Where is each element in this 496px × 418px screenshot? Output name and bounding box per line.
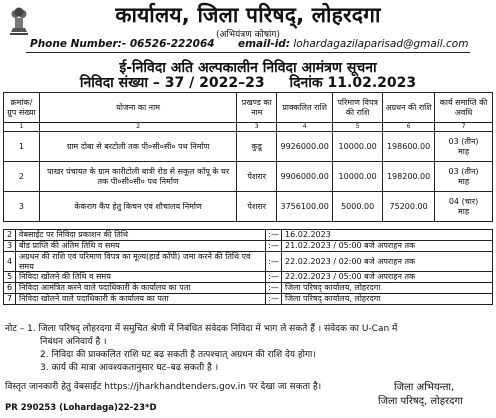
bq-amount: 10000.00 [333,132,383,162]
header-divider [26,52,470,53]
period-unit: माह [457,146,470,156]
col-number: 2 [39,123,236,132]
period-value: 03 (तीन) [448,136,479,146]
email-label: email-id: [238,38,291,50]
col-header: कार्य समाप्ति की अवधि [435,93,493,123]
work-name: केकराग कैंप हेतु किचन एवं शौचालय निर्माण [39,192,236,222]
schedule-row [4,241,493,252]
schedule-sn: 4 [4,252,16,272]
completion-period [435,192,493,222]
col-header: योजना का नाम [39,93,236,123]
work-name: पाखर पंचायत के ग्राम कारीटोली बात्री रोड से सकूल कॉपू के घर तक पी०सी०सी० पथ निर्माण [39,162,236,192]
schedule-sn: 3 [4,241,16,252]
schedule-value: 16.02.2023 [282,230,493,241]
email-block [238,38,468,50]
col-number: 7 [435,123,493,132]
tender-table [3,92,493,222]
notice-number-line [0,73,496,92]
schedule-label: निविदा खोलने वाले पदाधिकारी के कार्यालय का पता [16,294,266,305]
work-name: ग्राम दोबा से बरटोली तक पी०सी०सी० पथ निर्माण [39,132,236,162]
schedule-table [3,229,493,305]
signature-block [378,381,479,409]
period-unit: माह [457,206,470,216]
schedule-value: जिला परिषद् कार्यालय, लोहरदगा [282,283,493,294]
col-header: अग्रधन की राशि [383,93,435,123]
signature-line-2: जिला परिषद्, लोहरदगा [378,396,463,407]
col-number: 1 [4,123,40,132]
schedule-sn: 7 [4,294,16,305]
office-subtitle: (अभियंत्रण कोषांग) [216,30,280,40]
website-link[interactable]: https://jharkhandtenders.gov.in [104,382,246,392]
block-name: पेशरार [237,192,277,222]
schedule-row [4,252,493,272]
block-name: कुडू [237,132,277,162]
col-number: 4 [277,123,333,132]
note-2: 2. निविदा की प्राक्कलित राशि घट बढ सकती है तत्पश्चात् अग्रधन की राशि देय होगा। [40,350,316,360]
row-sn: 1 [4,132,40,162]
col-number: 5 [333,123,383,132]
notice-title: ई-निविदा अति अल्पकालीन निविदा आमंत्रण सूचना [119,60,377,76]
schedule-row [4,272,493,283]
schedule-value: 21.02.2023 / 05:00 बजे अपराहन तक [282,241,493,252]
estimated-amount: 9926000.00 [277,132,333,162]
details-suffix: पर देखा जा सकता है। [245,382,322,392]
note-1-cont: निबंधन अनिवार्य है । [40,337,107,347]
schedule-value: 22.02.2023 / 05:00 बजे अपराहन तक [282,272,493,283]
estimated-amount: 9906000.00 [277,162,333,192]
estimated-amount: 3756100.00 [277,192,333,222]
completion-period [435,132,493,162]
schedule-row [4,294,493,305]
col-header: प्रखण्ड का नाम [237,93,277,123]
column-number-row [4,123,493,132]
bq-amount: 10000.00 [333,162,383,192]
emd-amount: 198600.00 [383,132,435,162]
schedule-value: 22.02.2023 / 02:00 बजे अपराहन तक [282,252,493,272]
block-name: पेशरार [237,162,277,192]
row-sn: 3 [4,192,40,222]
schedule-separator: :— [266,241,282,252]
schedule-sn: 2 [4,230,16,241]
table-row [4,132,493,162]
table-header-row [4,93,493,123]
period-value: 03 (तीन) [448,166,479,176]
schedule-separator: :— [266,283,282,294]
note-3: 3. कार्य की मात्रा आवश्यकतानुसार घट–बढ सकती है । [40,363,219,373]
notes-section [5,323,491,375]
details-line [5,379,321,392]
details-prefix: विस्तृत जानकारी हेतु वेबसाईट [5,382,105,392]
emd-amount: 75200.00 [383,192,435,222]
schedule-separator: :— [266,294,282,305]
completion-period [435,162,493,192]
email-address[interactable]: lohardagazilaparisad@gmail.com [290,38,469,50]
schedule-sn: 6 [4,283,16,294]
schedule-row [4,283,493,294]
schedule-label: अग्रधन की राशि एवं परिमाण विपत्र का मूल्य(हार्ड कॉपी) जमा करने की तिथि एवं समय [16,252,266,272]
notice-number: निविदा संख्या – 37 / 2022–23 [79,75,265,91]
schedule-label: निविदा खोलने की तिथि व समय [16,272,266,283]
notice-date: दिनांक 11.02.2023 [289,75,417,91]
schedule-separator: :— [266,272,282,283]
pr-number: PR 290253 (Lohardaga)22-23*D [5,403,157,413]
bq-amount: 5000.00 [333,192,383,222]
col-number: 3 [237,123,277,132]
table-row [4,162,493,192]
schedule-separator: :— [266,252,282,272]
phone-number: Phone Number:- 06526-222064 [30,38,215,50]
schedule-sn: 5 [4,272,16,283]
col-header: क्रमांक/ ग्रुप संख्या [4,93,40,123]
col-number: 6 [383,123,435,132]
schedule-separator: :— [266,230,282,241]
office-title: कार्यालय, जिला परिषद्, लोहरदगा [115,3,381,27]
col-header: परिमाण विपत्र की राशि [333,93,383,123]
schedule-value: जिला परिषद् कार्यालय, लोहरदगा [282,294,493,305]
note-1: नोट – 1. जिला परिषद् लोहरदगा में समुचित श्रेणी में निबंधित संवेदक निविदा में भाग ले सकते हैं । संवेदक का U-Can में [5,324,398,334]
schedule-row [4,230,493,241]
period-unit: माह [457,176,470,186]
signature-line-1: जिला अभियन्ता, [394,382,455,393]
schedule-label: बीड प्राप्ति की अंतिम तिथि व समय [16,241,266,252]
emd-amount: 198200.00 [383,162,435,192]
schedule-label: निविदा आमंत्रित करने वाले पदाधिकारी के कार्यालय का पता [16,283,266,294]
schedule-label: वेबसाईट पर निविदा प्रकाशन की तिथि [16,230,266,241]
row-sn: 2 [4,162,40,192]
col-header: प्राक्कलित राशि [277,93,333,123]
period-value: 04 (चार) [448,196,479,206]
table-row [4,192,493,222]
